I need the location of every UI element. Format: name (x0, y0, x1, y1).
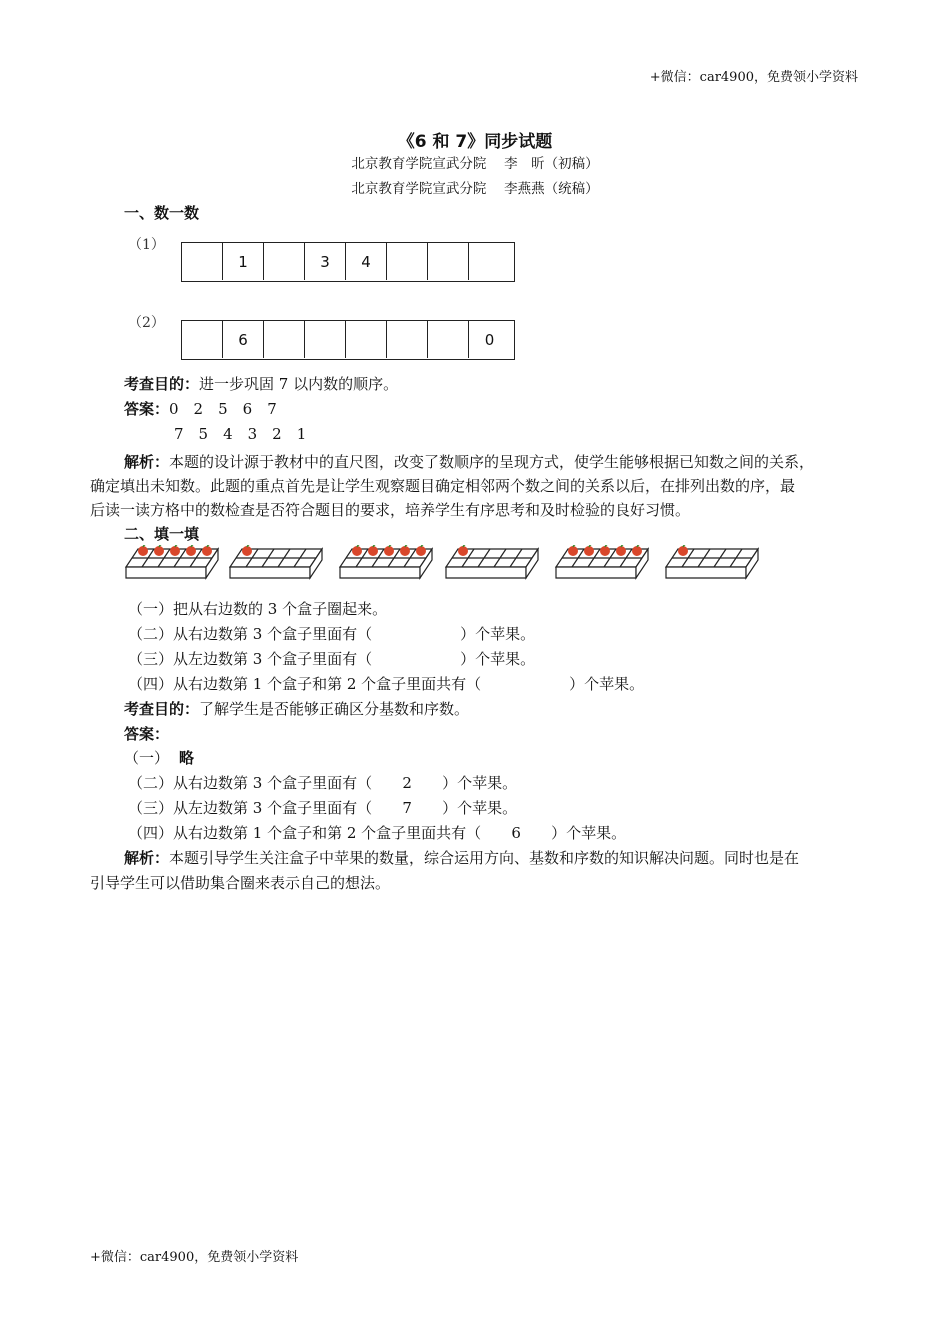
purpose-text: 了解学生是否能够正确区分基数和序数。 (199, 700, 470, 718)
apple-tray (554, 545, 650, 585)
question-2 (128, 622, 535, 647)
answer-2-3 (128, 796, 517, 821)
apple (416, 546, 426, 556)
number-cell (428, 243, 469, 280)
number-cell (264, 243, 305, 280)
apple-tray (664, 545, 760, 585)
author-line-2: 北京教育学院宣武分院 李燕燕（统稿） (351, 181, 599, 197)
number-cell (469, 243, 510, 280)
page-title: 《6 和 7》同步试题 (397, 132, 553, 152)
purpose-text: 进一步巩固 7 以内数的顺序。 (199, 375, 399, 393)
tray-front (666, 567, 746, 578)
purpose-label: 考查目的： (124, 700, 200, 718)
question-4-tail: ）个苹果。 (569, 675, 645, 693)
analysis-2-line-1 (124, 846, 799, 871)
purpose-1 (124, 372, 398, 397)
tray-front (556, 567, 636, 578)
answer-1 (124, 397, 277, 422)
apple (352, 546, 362, 556)
number-cell: 4 (346, 243, 387, 280)
number-cell (387, 321, 428, 358)
number-cell: 6 (223, 321, 264, 358)
purpose-label: 考查目的： (124, 375, 200, 393)
apple-tray (338, 545, 434, 585)
tray-front (446, 567, 526, 578)
question-4-text: （四）从右边数第 1 个盒子和第 2 个盒子里面共有（ (128, 675, 482, 693)
answer-text: （三）从左边数第 3 个盒子里面有（ (128, 799, 373, 817)
footer-note: +微信：car4900，免费领小学资料 (90, 1250, 299, 1265)
number-cell (387, 243, 428, 280)
apple (632, 546, 642, 556)
number-row-1 (181, 242, 515, 282)
answer-value: 7 (402, 799, 412, 817)
analysis-text: 本题引导学生关注盒子中苹果的数量，综合运用方向、基数和序数的知识解决问题。同时也是在 (169, 849, 800, 867)
apple (568, 546, 578, 556)
header-note: +微信：car4900，免费领小学资料 (649, 70, 858, 85)
row1-label: （1） (128, 237, 165, 253)
apple (584, 546, 594, 556)
row2-label: （2） (128, 315, 165, 331)
question-3 (128, 647, 535, 672)
question-1: （一）把从右边数的 3 个盒子圈起来。 (128, 600, 388, 618)
answer-2-2 (128, 771, 517, 796)
answer-text: （二）从右边数第 3 个盒子里面有（ (128, 774, 373, 792)
number-cell: 0 (484, 330, 495, 349)
answer-label: 答案： (124, 400, 170, 418)
number-cell (305, 321, 346, 358)
tray-front (340, 567, 420, 578)
answer-text: （四）从右边数第 1 个盒子和第 2 个盒子里面共有（ (128, 824, 482, 842)
question-4 (128, 672, 644, 697)
tray-front (230, 567, 310, 578)
apple (384, 546, 394, 556)
question-3-text: （三）从左边数第 3 个盒子里面有（ (128, 650, 373, 668)
apple (170, 546, 180, 556)
number-cell (264, 321, 305, 358)
apple (186, 546, 196, 556)
apple (138, 546, 148, 556)
author-line-1: 北京教育学院宣武分院 李 昕（初稿） (351, 156, 599, 172)
number-row-2 (181, 320, 515, 360)
answer-tail: ）个苹果。 (442, 799, 518, 817)
answer-value: 6 (511, 824, 521, 842)
question-3-tail: ）个苹果。 (460, 650, 536, 668)
analysis-label: 解析： (124, 849, 170, 867)
apple (678, 546, 688, 556)
question-2-tail: ）个苹果。 (460, 625, 536, 643)
apple-tray (124, 545, 220, 585)
apple (400, 546, 410, 556)
answer-line-2: 7 5 4 3 2 1 (174, 425, 307, 443)
answer-tail: ）个苹果。 (551, 824, 627, 842)
answer-line-1: 0 2 5 6 7 (169, 400, 277, 418)
purpose-2 (124, 697, 469, 722)
number-cell (182, 243, 223, 280)
number-cell: 3 (305, 243, 346, 280)
apple-tray (444, 545, 540, 585)
analysis-text: 本题的设计源于教材中的直尺图，改变了数顺序的呈现方式，使学生能够根据已知数之间的关系， (169, 453, 815, 471)
answer-2-4 (128, 821, 626, 846)
answer-value: 2 (402, 774, 412, 792)
answer-2-1-value: 略 (179, 749, 195, 767)
answer-2-1 (124, 746, 194, 771)
answer-label-2: 答案： (124, 725, 170, 743)
number-cell (428, 321, 469, 358)
analysis-label: 解析： (124, 453, 170, 471)
number-cell (346, 321, 387, 358)
analysis-1-line-2: 确定填出未知数。此题的重点首先是让学生观察题目确定相邻两个数之间的关系以后，在排列出数的序，最 (90, 477, 796, 495)
number-cell: 1 (223, 243, 264, 280)
analysis-1-line-3: 后读一读方格中的数检查是否符合题目的要求，培养学生有序思考和及时检验的良好习惯。 (90, 501, 691, 519)
section1-heading: 一、数一数 (124, 204, 200, 222)
answer-2-1-prefix: （一） (124, 749, 170, 767)
question-2-text: （二）从右边数第 3 个盒子里面有（ (128, 625, 373, 643)
apple (458, 546, 468, 556)
apple (616, 546, 626, 556)
apple (154, 546, 164, 556)
analysis-1-line-1 (124, 450, 814, 475)
analysis-2-line-2: 引导学生可以借助集合圈来表示自己的想法。 (90, 874, 391, 892)
apple (600, 546, 610, 556)
tray-front (126, 567, 206, 578)
number-cell (182, 321, 223, 358)
apple (202, 546, 212, 556)
apple (242, 546, 252, 556)
apple-tray (228, 545, 324, 585)
answer-tail: ）个苹果。 (442, 774, 518, 792)
apple (368, 546, 378, 556)
section2-heading: 二、填一填 (124, 525, 200, 543)
